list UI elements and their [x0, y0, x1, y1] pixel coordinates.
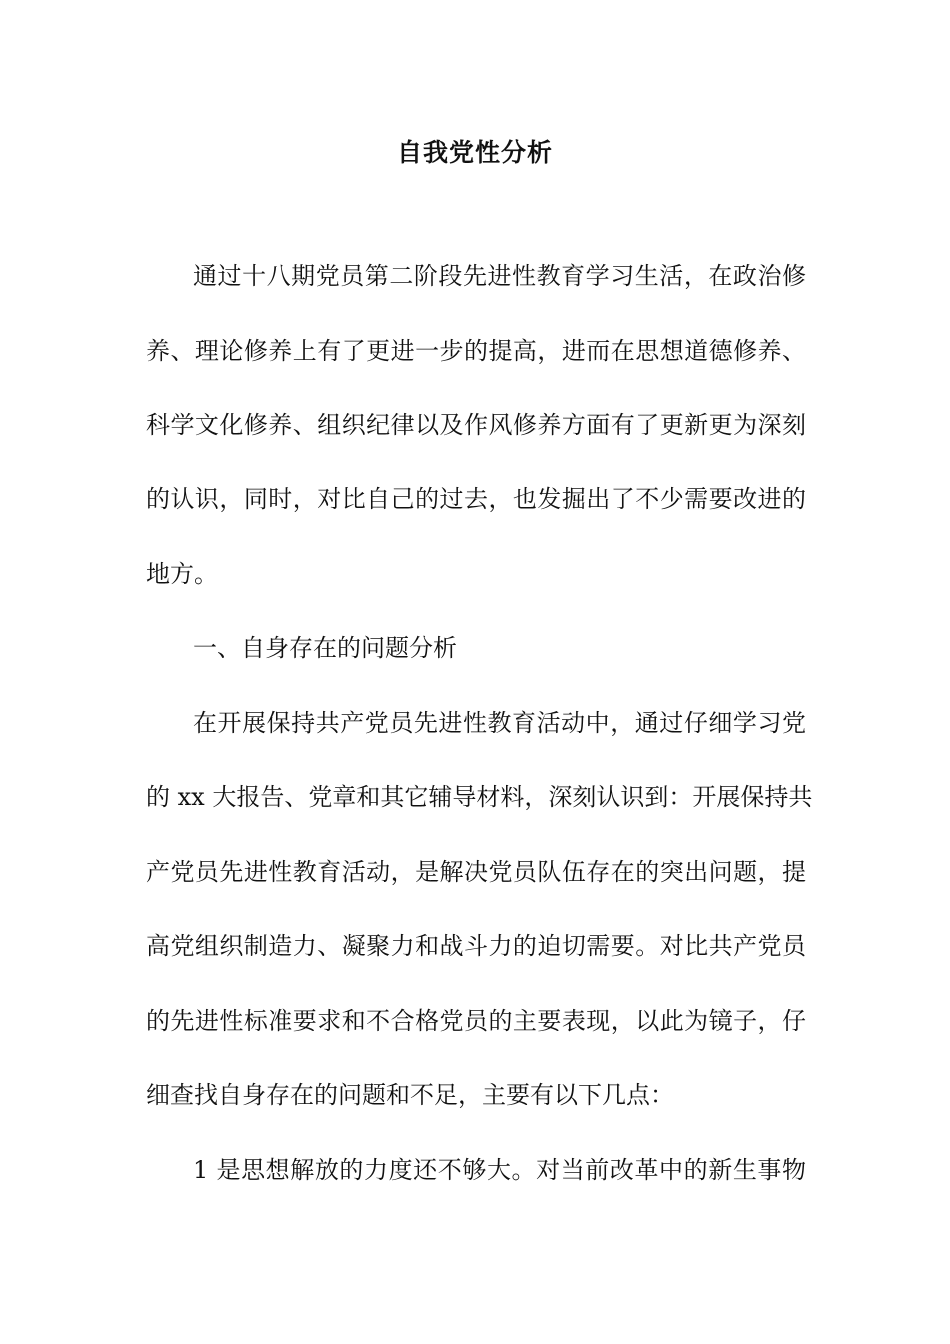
paragraph-line: 地方。	[146, 560, 218, 588]
paragraph-line: 科学文化修养、组织纪律以及作风修养方面有了更新更为深刻	[146, 411, 806, 439]
paragraph-line: 细查找自身存在的问题和不足，主要有以下几点：	[146, 1081, 674, 1109]
paragraph-line: 的先进性标准要求和不合格党员的主要表现，以此为镜子，仔	[146, 1007, 806, 1035]
paragraph-line: 1 是思想解放的力度还不够大。对当前改革中的新生事物	[193, 1156, 806, 1184]
section-heading: 一、自身存在的问题分析	[193, 634, 457, 662]
paragraph-line: 的 xx 大报告、党章和其它辅导材料，深刻认识到：开展保持共	[146, 783, 813, 811]
paragraph-line: 在开展保持共产党员先进性教育活动中，通过仔细学习党	[193, 709, 806, 737]
document-title: 自我党性分析	[396, 138, 553, 167]
paragraph-line: 养、理论修养上有了更进一步的提高，进而在思想道德修养、	[146, 337, 806, 365]
paragraph-line: 的认识，同时，对比自己的过去，也发掘出了不少需要改进的	[146, 485, 806, 513]
paragraph-line: 通过十八期党员第二阶段先进性教育学习生活，在政治修	[193, 262, 806, 290]
paragraph-line: 高党组织制造力、凝聚力和战斗力的迫切需要。对比共产党员	[146, 932, 806, 960]
paragraph-line: 产党员先进性教育活动，是解决党员队伍存在的突出问题，提	[146, 858, 806, 886]
